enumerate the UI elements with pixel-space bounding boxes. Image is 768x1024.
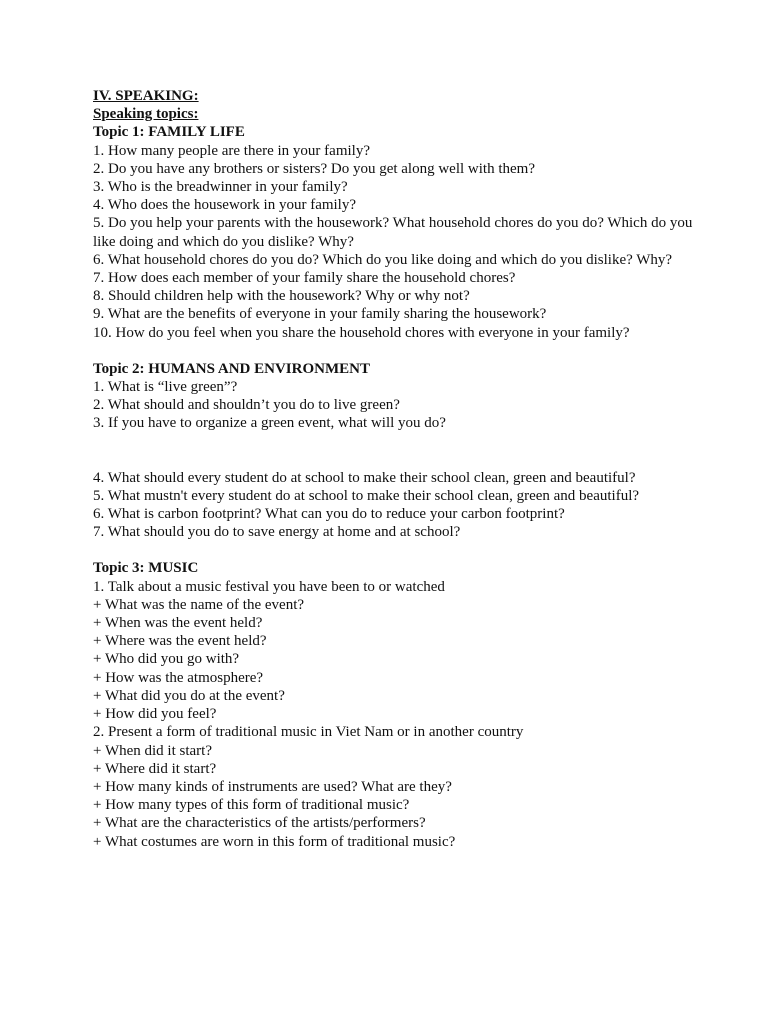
topic3-item-10: + When did it start? [93,742,212,759]
document-page [93,87,693,851]
topic3-item-1: 1. Talk about a music festival you have been to or watched [93,578,445,595]
topic3-item-5: + Who did you go with? [93,651,240,668]
topic3-item-15: + What costumes are worn in this form of traditional music? [93,833,456,850]
topic1-heading: Topic 1: FAMILY LIFE [93,124,245,141]
spacer [93,342,693,360]
topic1-question-1: 1. How many people are there in your family? [93,142,370,159]
topic2-question-1: 1. What is “live green”? [93,379,238,396]
section-title: IV. SPEAKING: [93,88,199,104]
topic3-item-8: + How did you feel? [93,706,217,723]
topic2-question-7: 7. What should you do to save energy at home and at school? [93,524,461,541]
topic3-item-9: 2. Present a form of traditional music in Viet Nam or in another country [93,724,524,741]
topic2-question-6: 6. What is carbon footprint? What can you do to reduce your carbon footprint? [93,506,565,523]
topic3-item-2: + What was the name of the event? [93,596,305,613]
topic3-item-13: + How many types of this form of traditional music? [93,797,410,814]
topic3-item-7: + What did you do at the event? [93,687,285,704]
topic3-item-12: + How many kinds of instruments are used? What are they? [93,778,452,795]
spacer [93,433,693,469]
topic3-item-3: + When was the event held? [93,615,263,632]
topic1-question-3: 3. Who is the breadwinner in your family? [93,179,348,196]
topic1-question-4: 4. Who does the housework in your family? [93,197,357,214]
topic1-question-7: 7. How does each member of your family share the household chores? [93,270,516,287]
speaking-topics-subtitle: Speaking topics: [93,106,199,123]
topic3-item-14: + What are the characteristics of the artists/performers? [93,815,426,832]
topic3-item-6: + How was the atmosphere? [93,669,264,686]
spacer [93,541,693,559]
topic1-question-6: 6. What household chores do you do? Which do you like doing and which do you dislike? Why? [93,251,673,268]
topic2-question-4: 4. What should every student do at school to make their school clean, green and beautiful? [93,469,636,486]
topic1-question-2: 2. Do you have any brothers or sisters? Do you get along well with them? [93,160,535,177]
topic2-question-3: 3. If you have to organize a green event, what will you do? [93,415,446,432]
topic2-question-5: 5. What mustn't every student do at school to make their school clean, green and beautiful? [93,487,640,504]
topic2-heading: Topic 2: HUMANS AND ENVIRONMENT [93,360,370,377]
topic1-question-9: 9. What are the benefits of everyone in your family sharing the housework? [93,306,547,323]
topic1-question-10: 10. How do you feel when you share the household chores with everyone in your family? [93,324,630,341]
topic1-question-5: 5. Do you help your parents with the housework? What household chores do you do? Which do you like doing and which do you dislike? Why? [93,215,693,250]
topic2-question-2: 2. What should and shouldn’t you do to live green? [93,397,400,414]
topic1-question-8: 8. Should children help with the housework? Why or why not? [93,288,470,305]
topic3-item-4: + Where was the event held? [93,633,267,650]
topic3-heading: Topic 3: MUSIC [93,560,199,577]
topic3-item-11: + Where did it start? [93,760,217,777]
